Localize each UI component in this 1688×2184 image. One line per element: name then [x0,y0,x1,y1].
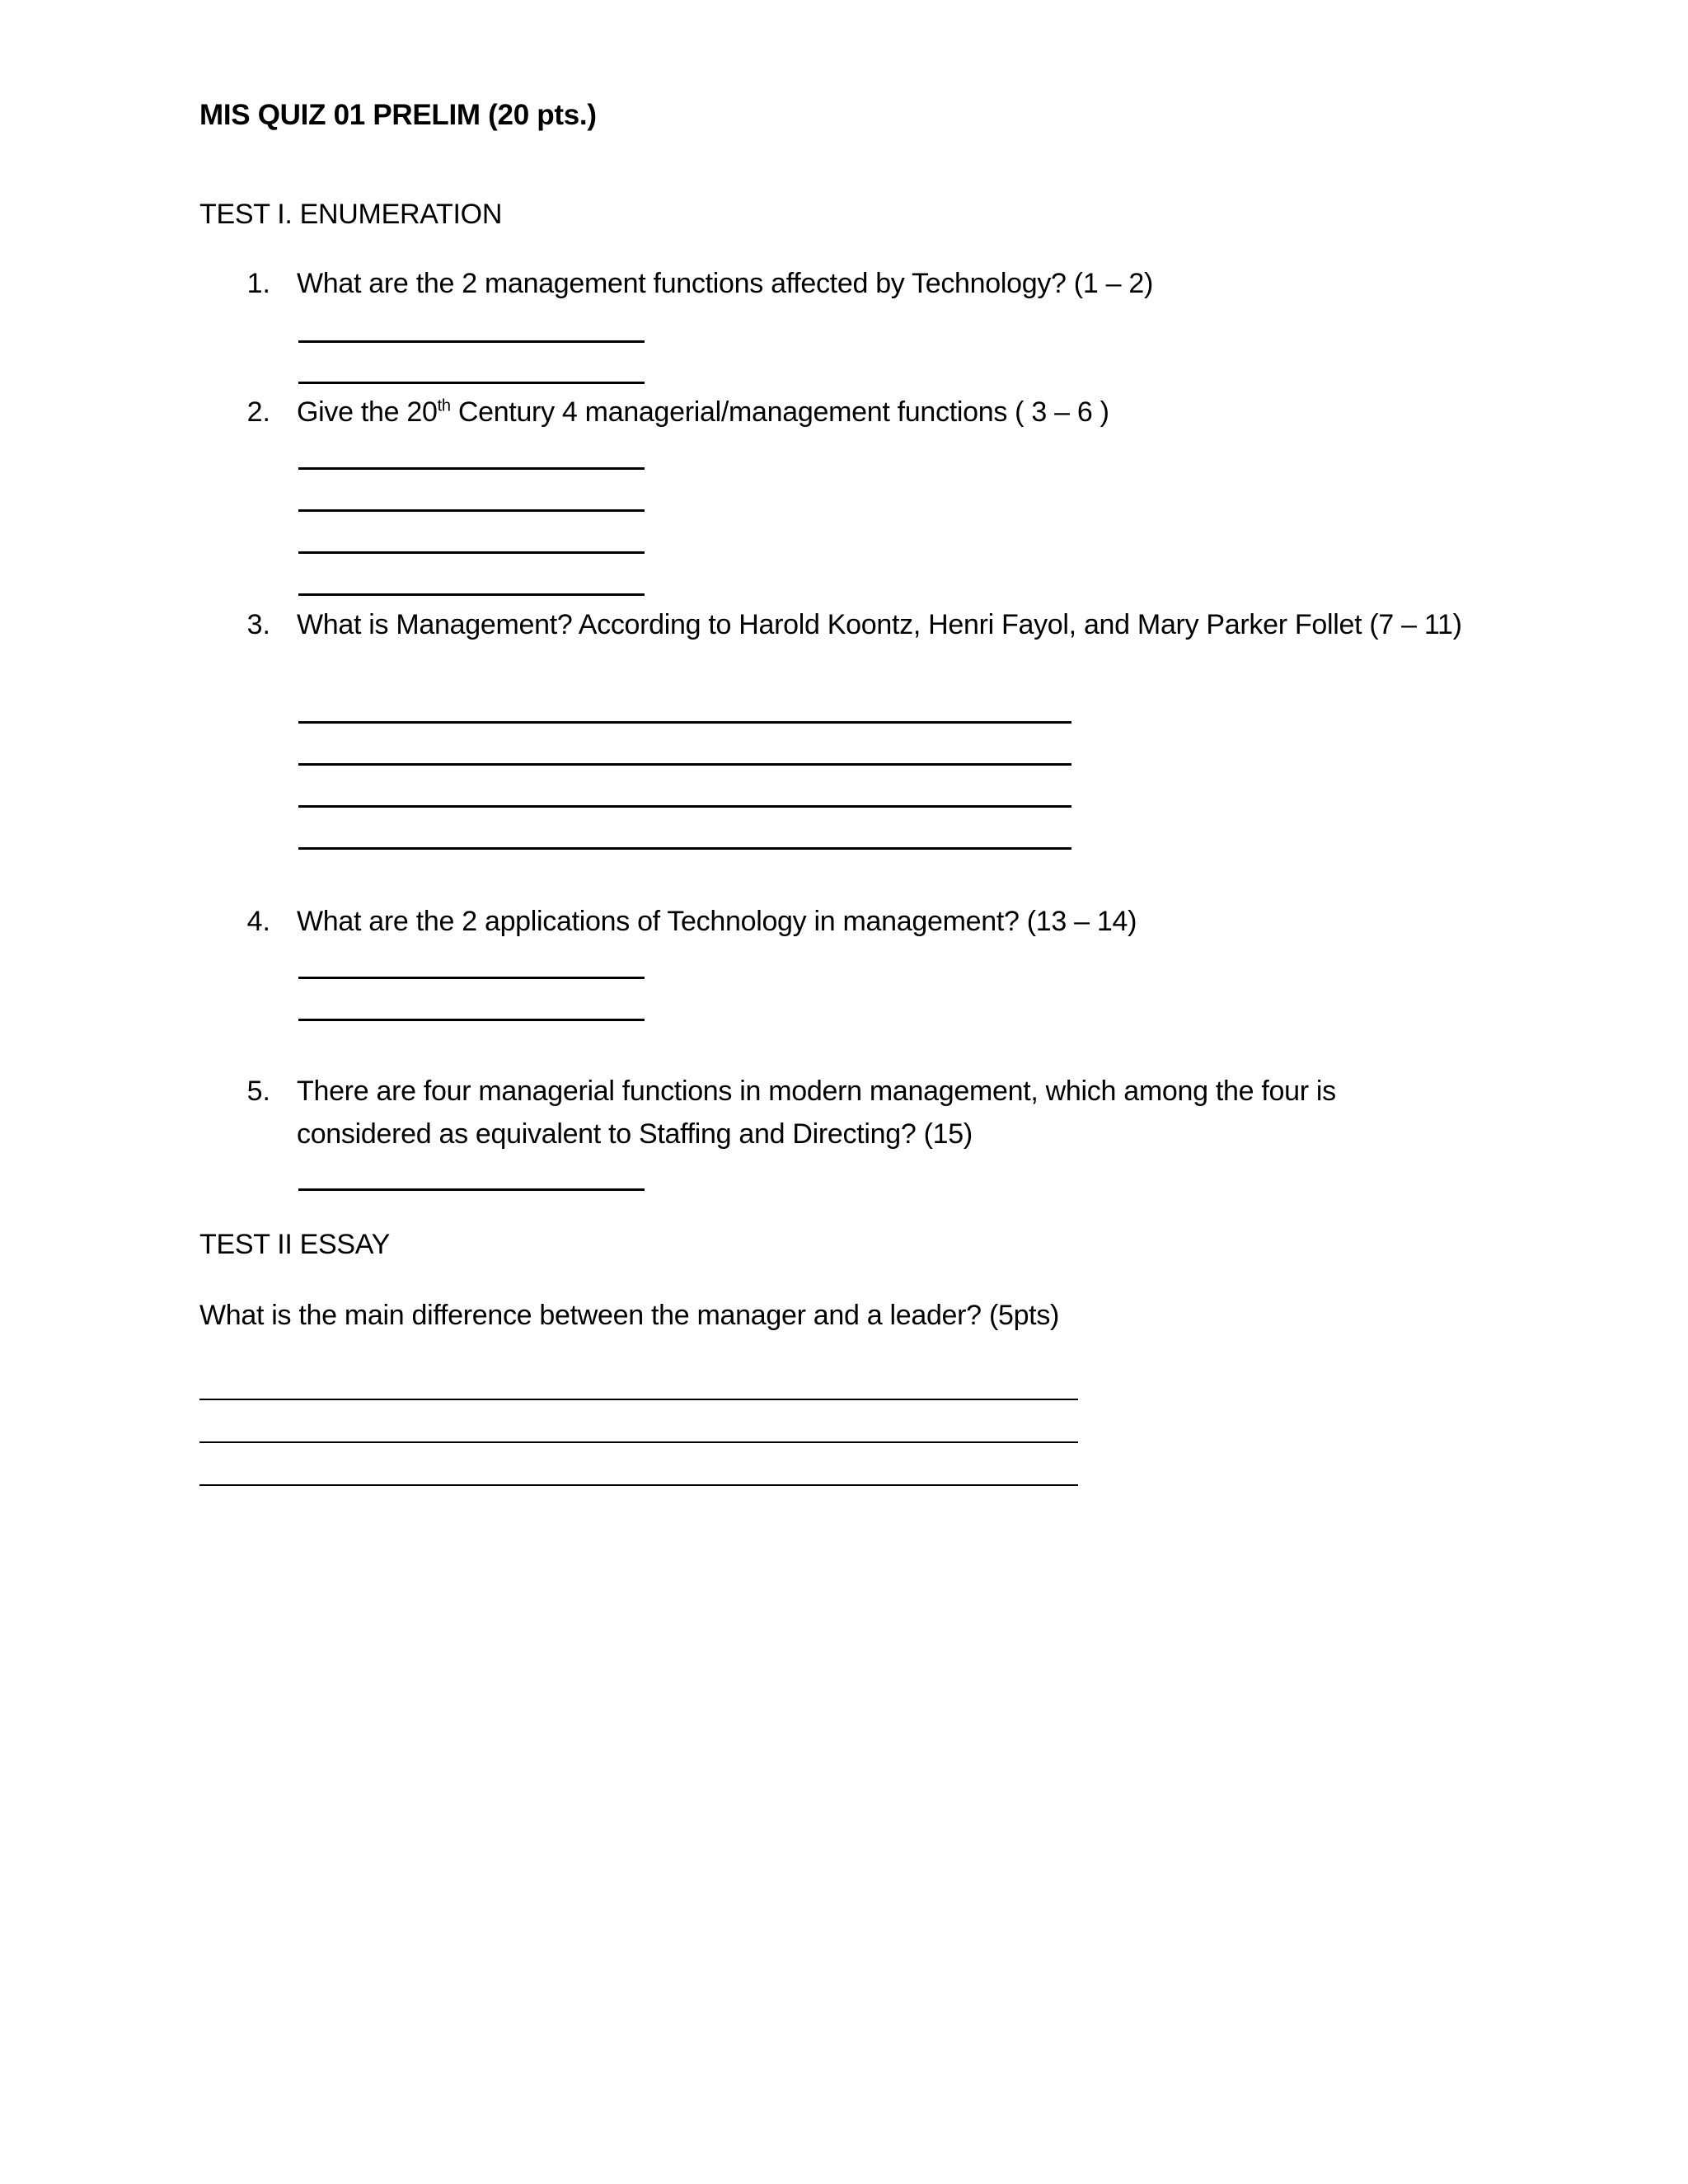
answer-line[interactable] [298,509,645,512]
essay-answer-line[interactable] [199,1441,1078,1443]
essay-answer-line[interactable] [199,1484,1078,1486]
answer-line[interactable] [298,847,1071,850]
question-number: 4. [246,906,270,937]
essay-question: What is the main difference between the manager and a leader? (5pts) [199,1300,1060,1331]
answer-line[interactable] [298,551,645,554]
question-text: What are the 2 applications of Technology in management? (13 – 14) [297,906,1137,937]
answer-line[interactable] [298,382,645,384]
question-text-line2: considered as equivalent to Staffing and Directing? (15) [297,1118,973,1150]
question-number: 1. [246,268,270,299]
quiz-title: MIS QUIZ 01 PRELIM (20 pts.) [199,99,597,131]
answer-line[interactable] [298,1188,645,1191]
question-number: 3. [246,609,270,640]
question-text: What are the 2 management functions affected by Technology? (1 – 2) [297,268,1153,299]
answer-line[interactable] [298,721,1071,724]
answer-line[interactable] [298,977,645,979]
essay-answer-line[interactable] [199,1399,1078,1400]
test2-heading: TEST II ESSAY [199,1229,391,1260]
question-text-part: Give the 20 [297,396,438,428]
superscript: th [437,396,451,415]
question-text [297,396,1109,429]
answer-line[interactable] [298,763,1071,766]
answer-line[interactable] [298,1019,645,1021]
answer-line[interactable] [298,340,645,343]
test1-heading: TEST I. ENUMERATION [199,199,503,230]
question-text-part: Century 4 managerial/management functions ( 3 – 6 ) [450,396,1109,428]
question-number: 2. [246,396,270,428]
answer-line[interactable] [298,467,645,470]
answer-line[interactable] [298,593,645,596]
question-text-line1: There are four managerial functions in modern management, which among the four is [297,1076,1336,1107]
answer-line[interactable] [298,805,1071,808]
question-text: What is Management? According to Harold Koontz, Henri Fayol, and Mary Parker Follet (7 – 11) [297,609,1462,640]
question-number: 5. [246,1076,270,1107]
